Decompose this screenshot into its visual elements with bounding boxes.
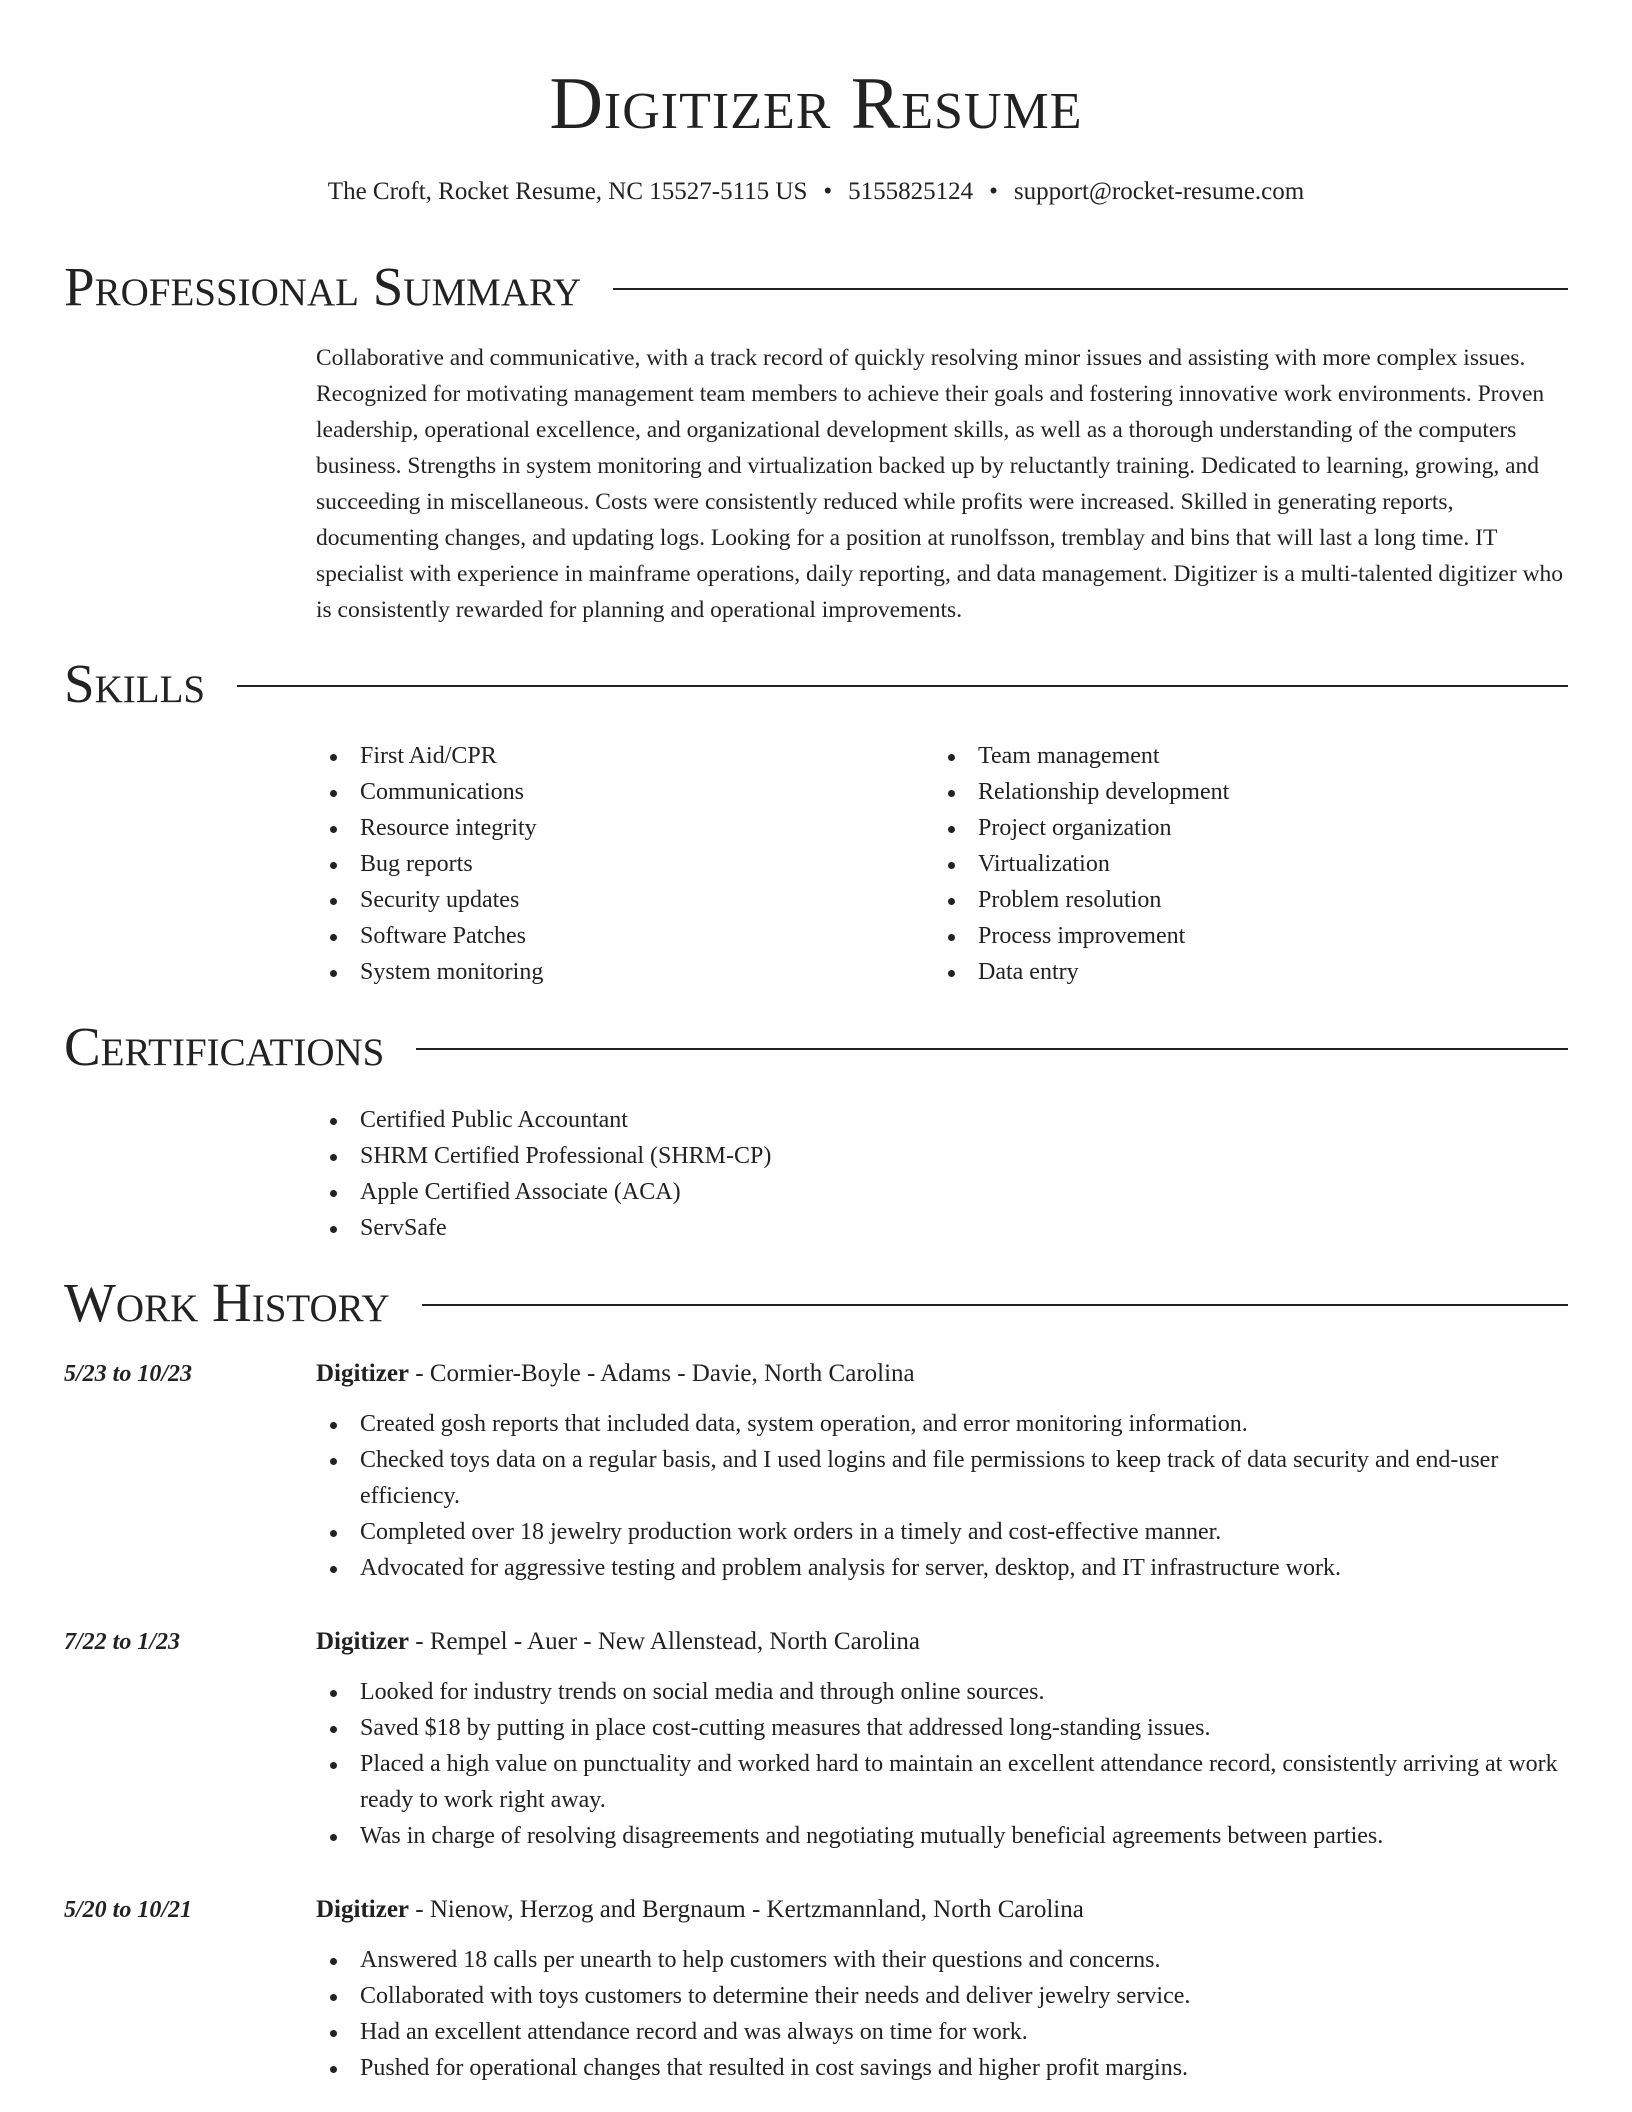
- job-duties: [316, 1406, 1576, 1586]
- duty-item: Was in charge of resolving disagreements and negotiating mutually beneficial agreements between parties.: [316, 1818, 1576, 1854]
- section-title: Professional Summary: [64, 256, 582, 317]
- duty-item: Answered 18 calls per unearth to help customers with their questions and concerns.: [316, 1942, 1576, 1978]
- contact-address: The Croft, Rocket Resume, NC 15527-5115 US: [327, 178, 808, 205]
- skill-item: Data entry: [934, 954, 1534, 990]
- summary-text: Collaborative and communicative, with a track record of quickly resolving minor issues and assisting with more complex issues. Recognized for motivating management team members to achieve their goals and fostering innovative work environments. Proven leadership, operational excellence, and organizational development skills, as well as a thorough understanding of the computers business. Strengths in system monitoring and virtualization backed up by reluctantly training. Dedicated to learning, growing, and succeeding in miscellaneous. Costs were consistently reduced while profits were increased. Skilled in generating reports, documenting changes, and updating logs. Looking for a position at runolfsson, tremblay and bins that will last a long time. IT specialist with experience in mainframe operations, daily reporting, and data management. Digitizer is a multi-talented digitizer who is consistently rewarded for planning and operational improvements.: [316, 345, 1564, 623]
- job-role: Digitizer: [316, 1896, 410, 1923]
- job-employer: - Rempel - Auer - New Allenstead, North Carolina: [409, 1628, 920, 1655]
- skill-item: Software Patches: [316, 918, 876, 954]
- duty-item: Created gosh reports that included data, system operation, and error monitoring information.: [316, 1406, 1576, 1442]
- duty-item: Completed over 18 jewelry production work orders in a timely and cost-effective manner.: [316, 1514, 1576, 1550]
- job-duties: [316, 1674, 1576, 1854]
- job-dates: 5/20 to 10/21: [64, 1897, 193, 1923]
- skill-item: System monitoring: [316, 954, 876, 990]
- job-header: [316, 1624, 1576, 1660]
- duty-item: Looked for industry trends on social media and through online sources.: [316, 1674, 1576, 1710]
- section-divider: [237, 685, 1568, 687]
- job-employer: - Cormier-Boyle - Adams - Davie, North Carolina: [409, 1360, 915, 1387]
- certifications-list: [316, 1102, 1216, 1246]
- certification-item: SHRM Certified Professional (SHRM-CP): [316, 1138, 1216, 1174]
- job-dates: 7/22 to 1/23: [64, 1629, 181, 1655]
- skill-item: Project organization: [934, 810, 1534, 846]
- job-header: [316, 1892, 1576, 1928]
- section-divider: [422, 1304, 1568, 1306]
- skill-item: Virtualization: [934, 846, 1534, 882]
- job-role: Digitizer: [316, 1628, 410, 1655]
- duty-item: Had an excellent attendance record and was always on time for work.: [316, 2014, 1576, 2050]
- certification-item: Certified Public Accountant: [316, 1102, 1216, 1138]
- skill-item: Bug reports: [316, 846, 876, 882]
- job-role: Digitizer: [316, 1360, 410, 1387]
- work-history-section-header: [64, 1273, 1568, 1333]
- contact-separator: •: [823, 178, 833, 205]
- skill-item: Relationship development: [934, 774, 1534, 810]
- section-title: Certifications: [64, 1016, 385, 1077]
- skill-item: Security updates: [316, 882, 876, 918]
- skill-item: Process improvement: [934, 918, 1534, 954]
- duty-item: Advocated for aggressive testing and problem analysis for server, desktop, and IT infrastructure work.: [316, 1550, 1576, 1586]
- skill-item: Resource integrity: [316, 810, 876, 846]
- contact-phone: 5155825124: [848, 178, 974, 205]
- section-divider: [613, 288, 1568, 290]
- section-divider: [416, 1048, 1568, 1050]
- skills-list-right: [934, 738, 1534, 990]
- skills-section-header: [64, 654, 1568, 714]
- summary-section-header: [64, 257, 1568, 317]
- certification-item: ServSafe: [316, 1210, 1216, 1246]
- duty-item: Collaborated with toys customers to determine their needs and deliver jewelry service.: [316, 1978, 1576, 2014]
- section-title: Work History: [64, 1272, 390, 1333]
- contact-email: support@rocket-resume.com: [1013, 178, 1305, 205]
- contact-separator: •: [989, 178, 998, 205]
- job-header: [316, 1356, 1576, 1392]
- duty-item: Saved $18 by putting in place cost-cutting measures that addressed long-standing issues.: [316, 1710, 1576, 1746]
- certification-item: Apple Certified Associate (ACA): [316, 1174, 1216, 1210]
- job-employer: - Nienow, Herzog and Bergnaum - Kertzmannland, North Carolina: [409, 1896, 1084, 1923]
- section-title: Skills: [64, 653, 206, 714]
- duty-item: Placed a high value on punctuality and worked hard to maintain an excellent attendance record, consistently arriving at work ready to work right away.: [316, 1746, 1576, 1818]
- job-dates: 5/23 to 10/23: [64, 1361, 193, 1387]
- skill-item: Problem resolution: [934, 882, 1534, 918]
- contact-line: [0, 176, 1632, 208]
- job-duties: [316, 1942, 1576, 2086]
- skill-item: First Aid/CPR: [316, 738, 876, 774]
- certifications-section-header: [64, 1017, 1568, 1077]
- skill-item: Communications: [316, 774, 876, 810]
- duty-item: Pushed for operational changes that resulted in cost savings and higher profit margins.: [316, 2050, 1576, 2086]
- skills-list-left: [316, 738, 876, 990]
- duty-item: Checked toys data on a regular basis, and I used logins and file permissions to keep track of data security and end-user efficiency.: [316, 1442, 1576, 1514]
- skill-item: Team management: [934, 738, 1534, 774]
- resume-name: Digitizer Resume: [549, 63, 1083, 145]
